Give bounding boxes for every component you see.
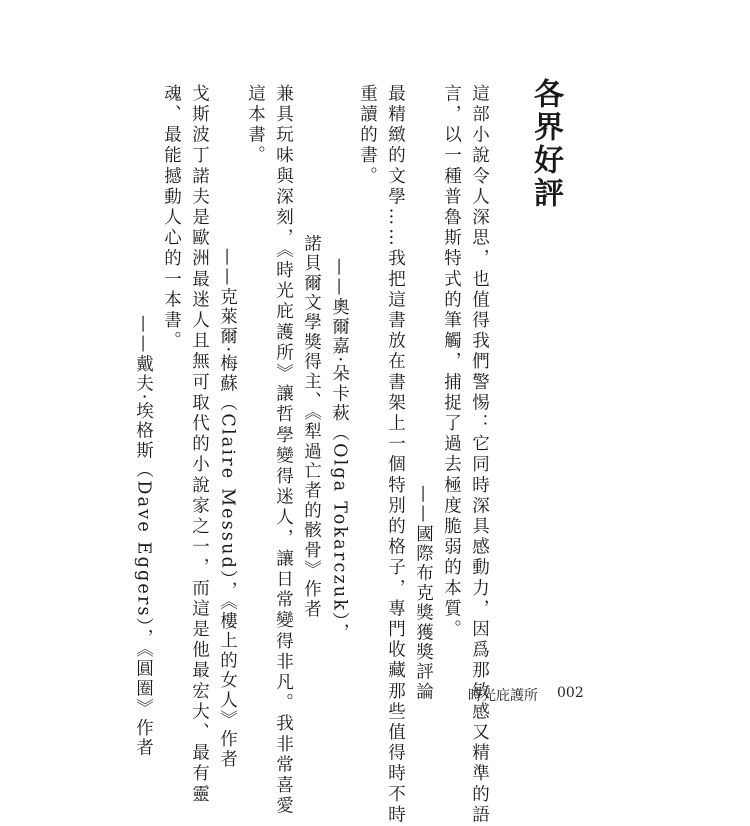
- quote-4-line-2: 魂、最能撼動人心的一本書。: [161, 84, 182, 352]
- quote-1-line-1: 這部小說令人深思，也值得我們警惕：它同時深具感動力，因爲那敏感又精準的語: [469, 84, 490, 826]
- quote-3-line-2: 這本書。: [245, 84, 266, 167]
- quote-4-attribution: ——戴夫·埃格斯（Dave Eggers），《圓圈》作者: [133, 315, 154, 758]
- quote-2-attribution-1: ——奧爾嘉·朵卡萩（Olga Tokarczuk），: [329, 258, 350, 643]
- footer-page-number: 002: [557, 685, 584, 701]
- quote-2-line-2: 重讀的書。: [357, 84, 378, 187]
- quote-1-line-2: 言，以一種普魯斯特式的筆觸，捕捉了過去極度脆弱的本質。: [441, 84, 462, 641]
- quote-3-attribution: ——克萊爾·梅蘇（Claire Messud），《樓上的女人》作者: [217, 248, 238, 770]
- page-heading: 各界好評: [528, 78, 563, 210]
- quote-2-attribution-2: 諾貝爾文學獎得主、《犁過亡者的骸骨》作者: [301, 234, 322, 620]
- quote-2-line-1: 最精緻的文學……我把這書放在書架上一個特別的格子，專門收藏那些值得時不時: [385, 84, 406, 826]
- quote-4-line-1: 戈斯波丁諾夫是歐洲最迷人且無可取代的小說家之一，而這是他最宏大、最有靈: [189, 84, 210, 805]
- quote-3-line-1: 兼具玩味與深刻，《時光庇護所》讓哲學變得迷人，讓日常變得非凡。我非常喜愛: [273, 84, 294, 817]
- quote-1-attribution: ——國際布克獎獲獎評論: [413, 485, 434, 702]
- footer-book-title: 時光庇護所: [468, 688, 538, 704]
